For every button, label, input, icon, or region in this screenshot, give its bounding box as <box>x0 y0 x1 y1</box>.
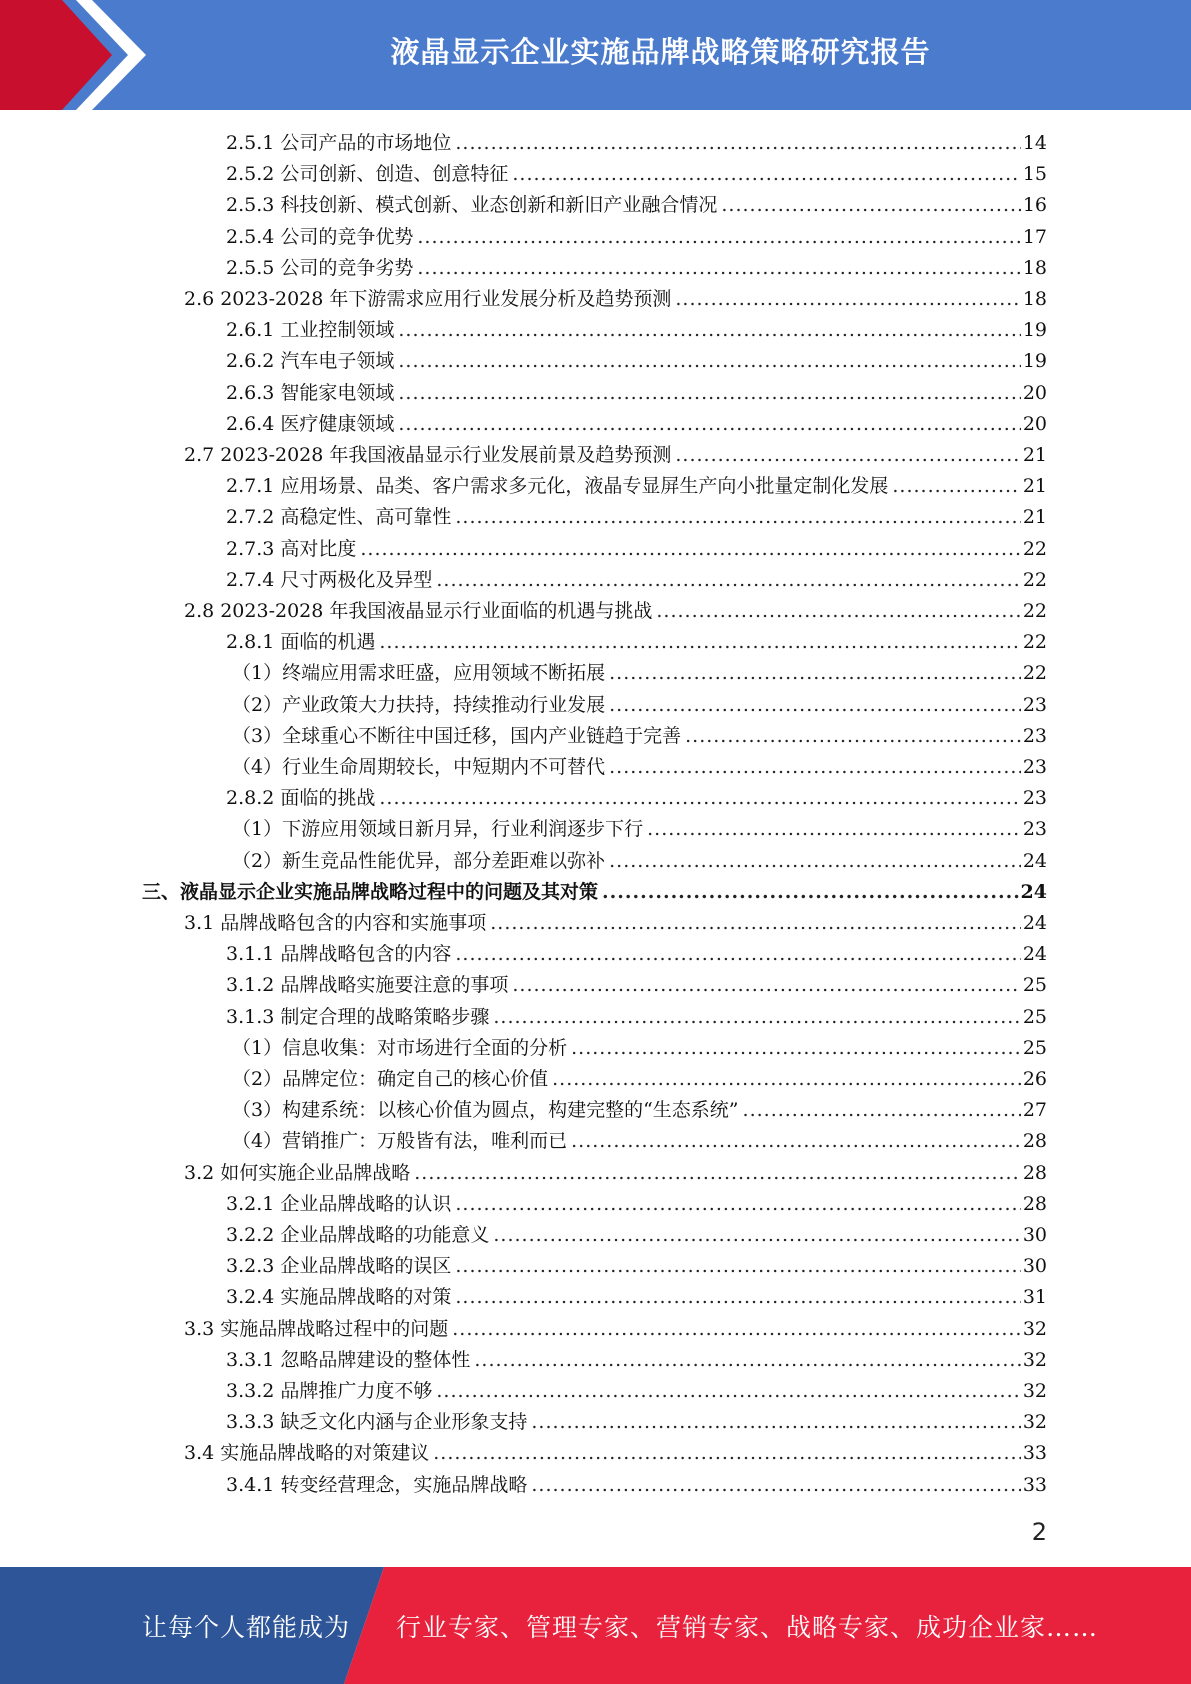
toc-entry-number: 2.8 <box>184 600 215 622</box>
toc-leader-dots <box>436 1376 1020 1407</box>
toc-entry-number: 2.5.5 <box>226 256 275 279</box>
toc-entry-page: 28 <box>1022 1192 1047 1215</box>
page-number: 2 <box>1031 1518 1047 1546</box>
toc-entry-page: 33 <box>1022 1473 1047 1496</box>
toc-entry-title: 品牌推广力度不够 <box>280 1380 433 1402</box>
toc-entry-number: 3.2.2 <box>226 1224 275 1246</box>
toc-entry-page: 18 <box>1022 288 1047 310</box>
toc-entry-title: 智能家电领域 <box>280 381 395 404</box>
toc-leader-dots <box>721 190 1020 221</box>
toc-entry-page: 19 <box>1022 350 1047 373</box>
toc-entry-number: 3.3 <box>184 1317 215 1340</box>
toc-entry-page: 23 <box>1022 693 1047 716</box>
toc-entry-page: 20 <box>1022 381 1047 404</box>
toc-entry-number: （2） <box>232 849 283 872</box>
toc-entry-number: （1） <box>232 662 283 685</box>
toc-entry-number: 3.3.2 <box>226 1380 275 1402</box>
toc-entry-number: 2.8.1 <box>226 631 275 654</box>
toc-leader-dots <box>455 939 1020 970</box>
page-footer <box>0 1567 1191 1684</box>
toc-entry-page: 18 <box>1022 256 1047 279</box>
toc-entry-number: （2） <box>232 693 283 716</box>
toc-entry-title: 高对比度 <box>280 537 357 560</box>
toc-entry-title: 企业品牌战略的误区 <box>280 1255 452 1278</box>
toc-entry-page: 24 <box>1022 943 1047 966</box>
toc-entry-page: 31 <box>1022 1286 1047 1309</box>
toc-entry-title: 企业品牌战略的功能意义 <box>280 1224 490 1246</box>
toc-entry-page: 32 <box>1022 1380 1047 1402</box>
toc-entry-page: 25 <box>1022 1036 1047 1059</box>
toc-entry-page: 28 <box>1022 1130 1047 1153</box>
toc-entry-page: 17 <box>1022 225 1047 248</box>
toc-entry-number: （4） <box>232 1130 283 1153</box>
toc-entry[interactable] <box>232 690 1047 721</box>
toc-leader-dots <box>512 970 1020 1001</box>
toc-leader-dots <box>379 627 1020 658</box>
toc-leader-dots <box>743 1095 1021 1126</box>
toc-entry-title: 转变经营理念，实施品牌战略 <box>280 1473 528 1496</box>
toc-leader-dots <box>433 1438 1021 1469</box>
toc-entry-title: 品牌战略包含的内容 <box>280 943 452 966</box>
toc-entry-number: 2.7.3 <box>226 537 275 560</box>
toc-entry-title: 公司产品的市场地位 <box>280 132 452 154</box>
toc-entry[interactable] <box>184 596 1047 627</box>
toc-entry[interactable] <box>226 1220 1047 1251</box>
toc-entry-title: 汽车电子领域 <box>280 350 395 373</box>
page-header <box>0 0 1191 110</box>
toc-entry-number: （1） <box>232 818 283 841</box>
toc-entry[interactable] <box>226 128 1047 159</box>
toc-entry-number: 2.7.1 <box>226 475 275 498</box>
toc-entry-title: 医疗健康领域 <box>280 412 395 435</box>
toc-entry-title: 品牌战略包含的内容和实施事项 <box>220 912 487 934</box>
toc-leader-dots <box>647 814 1021 845</box>
toc-leader-dots <box>609 690 1021 721</box>
toc-entry-number: 3.2.3 <box>226 1255 275 1278</box>
toc-entry-number: 2.5.4 <box>226 225 275 248</box>
toc-entry[interactable] <box>226 502 1047 533</box>
toc-entry[interactable] <box>226 939 1047 970</box>
toc-entry-page: 16 <box>1022 194 1047 217</box>
toc-entry[interactable] <box>184 1438 1047 1469</box>
toc-entry[interactable] <box>184 1314 1047 1345</box>
toc-entry-page: 30 <box>1022 1224 1047 1246</box>
toc-entry[interactable] <box>226 471 1047 502</box>
toc-leader-dots <box>417 253 1020 284</box>
toc-leader-dots <box>455 1282 1020 1313</box>
toc-entry[interactable] <box>226 1376 1047 1407</box>
toc-entry-page: 26 <box>1022 1068 1047 1090</box>
toc-entry[interactable] <box>226 1251 1047 1282</box>
toc-entry-number: 3.4 <box>184 1442 215 1465</box>
toc-entry-title: 制定合理的战略策略步骤 <box>280 1005 490 1028</box>
toc-entry[interactable] <box>226 783 1047 814</box>
toc-entry-number: 3.1.2 <box>226 974 275 997</box>
toc-entry-page: 30 <box>1022 1255 1047 1278</box>
toc-entry[interactable] <box>226 190 1047 221</box>
toc-entry-number: （2） <box>232 1068 283 1090</box>
toc-entry-page: 28 <box>1022 1161 1047 1184</box>
toc-entry-title: 品牌战略实施要注意的事项 <box>280 974 509 997</box>
toc-entry-number: 3.1.3 <box>226 1005 275 1028</box>
toc-entry[interactable] <box>232 1064 1047 1095</box>
toc-leader-dots <box>892 471 1020 502</box>
toc-entry-number: 2.6.2 <box>226 350 275 373</box>
toc-leader-dots <box>398 346 1020 377</box>
toc-leader-dots <box>417 222 1020 253</box>
toc-entry-title: 公司创新、创造、创意特征 <box>280 163 509 186</box>
toc-leader-dots <box>398 378 1020 409</box>
toc-entry-page: 22 <box>1022 631 1047 654</box>
toc-entry-number: 2.6.1 <box>226 319 275 342</box>
toc-entry[interactable] <box>226 1002 1047 1033</box>
toc-entry[interactable] <box>226 970 1047 1001</box>
toc-entry[interactable] <box>184 440 1047 471</box>
toc-entry[interactable] <box>226 222 1047 253</box>
toc-entry[interactable] <box>226 1470 1047 1501</box>
toc-entry[interactable] <box>184 1158 1047 1189</box>
toc-leader-dots <box>493 1220 1020 1251</box>
toc-entry-title: 工业控制领域 <box>280 319 395 342</box>
toc-entry-title: 新生竞品性能优异，部分差距难以弥补 <box>282 849 606 872</box>
toc-entry[interactable] <box>232 721 1047 752</box>
toc-entry-page: 21 <box>1022 444 1047 466</box>
footer-slogan-left: 让每个人都能成为 <box>142 1612 351 1642</box>
toc-leader-dots <box>455 1251 1020 1282</box>
toc-entry-title: 下游应用领域日新月异，行业利润逐步下行 <box>282 818 644 841</box>
toc-entry-number: 3.1 <box>184 912 215 934</box>
toc-entry[interactable] <box>232 658 1047 689</box>
toc-entry-number: （1） <box>232 1036 283 1059</box>
toc-entry-title: 实施品牌战略的对策建议 <box>220 1442 430 1465</box>
toc-leader-dots <box>436 565 1020 596</box>
toc-entry-title: 科技创新、模式创新、业态创新和新旧产业融合情况 <box>280 194 718 217</box>
toc-entry-number: 3.2 <box>184 1161 215 1184</box>
toc-leader-dots <box>414 1158 1021 1189</box>
toc-entry-page: 23 <box>1022 756 1047 778</box>
toc-entry-page: 27 <box>1022 1099 1047 1122</box>
toc-leader-dots <box>360 534 1020 565</box>
toc-leader-dots <box>493 1002 1020 1033</box>
toc-entry[interactable] <box>226 253 1047 284</box>
toc-entry-number: 3.2.4 <box>226 1286 275 1309</box>
toc-leader-dots <box>609 846 1021 877</box>
toc-entry-number: 2.5.1 <box>226 132 275 154</box>
toc-entry-number: 2.5.3 <box>226 194 275 217</box>
toc-leader-dots <box>675 284 1020 315</box>
toc-leader-dots <box>455 1189 1020 1220</box>
toc-entry-title: 应用场景、品类、客户需求多元化，液晶专显屏生产向小批量定制化发展 <box>280 475 889 498</box>
toc-entry-title: 忽略品牌建设的整体性 <box>280 1348 471 1371</box>
toc-entry-page: 24 <box>1022 912 1047 934</box>
toc-entry[interactable] <box>226 378 1047 409</box>
toc-entry-page: 22 <box>1022 662 1047 685</box>
toc-entry[interactable] <box>226 346 1047 377</box>
toc-entry-title: 面临的机遇 <box>280 631 376 654</box>
toc-leader-dots <box>398 315 1020 346</box>
toc-leader-dots <box>571 1126 1021 1157</box>
toc-entry[interactable] <box>226 1407 1047 1438</box>
toc-entry-number: 2.7.4 <box>226 568 275 591</box>
toc-entry-number: 3.3.1 <box>226 1348 275 1371</box>
toc-entry-page: 25 <box>1022 1005 1047 1028</box>
toc-entry-page: 22 <box>1022 537 1047 560</box>
toc-entry-number: 3.1.1 <box>226 943 275 966</box>
toc-entry-page: 25 <box>1022 974 1047 997</box>
toc-entry-page: 21 <box>1022 475 1047 498</box>
toc-leader-dots <box>552 1064 1021 1095</box>
toc-leader-dots <box>609 752 1021 783</box>
toc-entry-number: （3） <box>232 724 283 747</box>
toc-entry-number: 2.5.2 <box>226 163 275 186</box>
toc-entry[interactable] <box>232 1126 1047 1157</box>
toc-entry-title: 缺乏文化内涵与企业形象支持 <box>280 1411 528 1434</box>
toc-entry[interactable] <box>232 1095 1047 1126</box>
toc-entry-page: 23 <box>1022 724 1047 747</box>
toc-leader-dots <box>512 159 1020 190</box>
toc-leader-dots <box>656 596 1020 627</box>
toc-entry[interactable] <box>232 846 1047 877</box>
toc-entry-page: 22 <box>1022 568 1047 591</box>
toc-entry-number: 2.6.4 <box>226 412 275 435</box>
toc-entry[interactable] <box>226 565 1047 596</box>
toc-leader-dots <box>455 128 1020 159</box>
toc-entry-title: 2023-2028 年下游需求应用行业发展分析及趋势预测 <box>220 288 672 310</box>
toc-leader-dots <box>455 502 1020 533</box>
toc-entry-number: 2.7 <box>184 444 215 466</box>
toc-entry-page: 19 <box>1022 319 1047 342</box>
toc-entry-number: 三、 <box>142 880 181 903</box>
toc-entry[interactable] <box>232 814 1047 845</box>
toc-entry-title: 面临的挑战 <box>280 787 376 810</box>
toc-entry-page: 24 <box>1022 849 1047 872</box>
toc-entry[interactable] <box>226 1282 1047 1313</box>
toc-entry-number: 2.8.2 <box>226 787 275 810</box>
toc-entry[interactable] <box>226 534 1047 565</box>
toc-entry-page: 22 <box>1022 600 1047 622</box>
toc-entry-title: 公司的竞争优势 <box>280 225 414 248</box>
toc-entry-page: 15 <box>1022 163 1047 186</box>
toc-leader-dots <box>675 440 1020 471</box>
toc-entry-title: 行业生命周期较长，中短期内不可替代 <box>282 756 606 778</box>
toc-entry-title: 构建系统：以核心价值为圆点，构建完整的“生态系统” <box>282 1099 739 1122</box>
toc-leader-dots <box>602 877 1019 908</box>
toc-entry-number: 2.6.3 <box>226 381 275 404</box>
toc-leader-dots <box>398 409 1020 440</box>
toc-entry[interactable] <box>226 159 1047 190</box>
toc-entry-page: 24 <box>1020 880 1047 903</box>
toc-leader-dots <box>531 1407 1020 1438</box>
toc-leader-dots <box>452 1314 1021 1345</box>
toc-entry-page: 33 <box>1022 1442 1047 1465</box>
toc-entry-title: 如何实施企业品牌战略 <box>220 1161 411 1184</box>
toc-entry-title: 全球重心不断往中国迁移，国内产业链趋于完善 <box>282 724 682 747</box>
header-chevron-logo <box>0 0 160 110</box>
toc-entry[interactable] <box>232 752 1047 783</box>
toc-entry-title: 实施品牌战略的对策 <box>280 1286 452 1309</box>
toc-entry-number: 2.6 <box>184 288 215 310</box>
toc-entry-title: 产业政策大力扶持，持续推动行业发展 <box>282 693 606 716</box>
toc-entry[interactable] <box>184 284 1047 315</box>
toc-entry-number: 2.7.2 <box>226 506 275 529</box>
toc-entry-title: 2023-2028 年我国液晶显示行业发展前景及趋势预测 <box>220 444 672 466</box>
toc-entry[interactable] <box>226 1345 1047 1376</box>
toc-entry-page: 32 <box>1022 1348 1047 1371</box>
toc-leader-dots <box>379 783 1020 814</box>
toc-entry-title: 高稳定性、高可靠性 <box>280 506 452 529</box>
toc-entry-page: 32 <box>1022 1411 1047 1434</box>
toc-leader-dots <box>531 1470 1020 1501</box>
toc-entry-page: 21 <box>1022 506 1047 529</box>
toc-leader-dots <box>685 721 1021 752</box>
toc-entry-title: 品牌定位：确定自己的核心价值 <box>282 1068 549 1090</box>
toc-entry-number: 3.3.3 <box>226 1411 275 1434</box>
toc-entry-number: （3） <box>232 1099 283 1122</box>
toc-entry-page: 14 <box>1022 132 1047 154</box>
toc-entry[interactable] <box>226 409 1047 440</box>
toc-entry-title: 公司的竞争劣势 <box>280 256 414 279</box>
toc-entry-number: 3.2.1 <box>226 1192 275 1215</box>
toc-leader-dots <box>571 1033 1021 1064</box>
toc-entry[interactable] <box>184 908 1047 939</box>
toc-entry[interactable] <box>142 877 1047 908</box>
toc-entry[interactable] <box>232 1033 1047 1064</box>
toc-entry-title: 信息收集：对市场进行全面的分析 <box>282 1036 568 1059</box>
toc-entry[interactable] <box>226 627 1047 658</box>
toc-entry-title: 尺寸两极化及异型 <box>280 568 433 591</box>
toc-leader-dots <box>609 658 1021 689</box>
toc-entry-title: 实施品牌战略过程中的问题 <box>220 1317 449 1340</box>
toc-entry-page: 23 <box>1022 818 1047 841</box>
toc-entry-title: 2023-2028 年我国液晶显示行业面临的机遇与挑战 <box>220 600 653 622</box>
toc-entry-title: 企业品牌战略的认识 <box>280 1192 452 1215</box>
toc-leader-dots <box>474 1345 1020 1376</box>
toc-entry-title: 营销推广：万般皆有法，唯利而已 <box>282 1130 568 1153</box>
toc-entry-number: 3.4.1 <box>226 1473 275 1496</box>
toc-entry[interactable] <box>226 315 1047 346</box>
toc-entry-title: 终端应用需求旺盛，应用领域不断拓展 <box>282 662 606 685</box>
toc-entry-page: 23 <box>1022 787 1047 810</box>
footer-slogan-right: 行业专家、管理专家、营销专家、战略专家、成功企业家…… <box>396 1612 1099 1642</box>
document-title: 液晶显示企业实施品牌战略策略研究报告 <box>390 34 931 69</box>
toc-entry[interactable] <box>226 1189 1047 1220</box>
toc-entry-page: 32 <box>1022 1317 1047 1340</box>
toc-entry-title: 液晶显示企业实施品牌战略过程中的问题及其对策 <box>180 880 599 903</box>
toc-entry-number: （4） <box>232 756 283 778</box>
toc-entry-page: 20 <box>1022 412 1047 435</box>
toc-leader-dots <box>490 908 1021 939</box>
